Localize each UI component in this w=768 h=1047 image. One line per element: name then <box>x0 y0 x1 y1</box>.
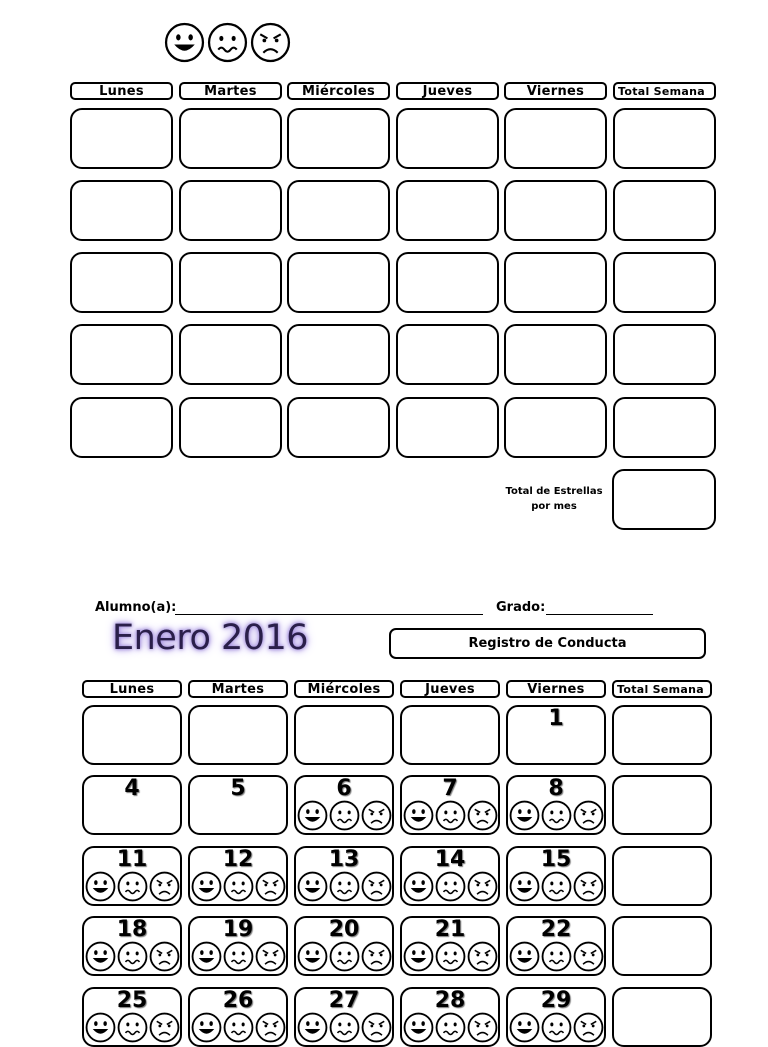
day-number: 25 <box>116 988 148 1013</box>
day-number: 12 <box>222 847 254 872</box>
day-box[interactable] <box>504 108 607 169</box>
behavior-faces <box>296 800 392 831</box>
angry-face-icon[interactable] <box>255 871 286 902</box>
calendar-day-cell[interactable] <box>188 916 288 976</box>
happy-face-icon[interactable] <box>191 1012 222 1043</box>
happy-face-icon[interactable] <box>85 941 116 972</box>
bottom-header-5: Viernes <box>506 680 606 698</box>
happy-face-icon[interactable] <box>297 1012 328 1043</box>
meh-face-icon[interactable] <box>117 871 148 902</box>
day-box[interactable] <box>70 397 173 458</box>
day-box[interactable] <box>179 180 282 241</box>
student-name-field[interactable] <box>175 614 483 615</box>
day-box[interactable] <box>504 324 607 385</box>
behavior-faces <box>84 1012 180 1043</box>
day-box[interactable] <box>396 108 499 169</box>
day-box[interactable] <box>70 324 173 385</box>
happy-face-icon[interactable] <box>509 871 540 902</box>
meh-face-icon[interactable] <box>117 1012 148 1043</box>
day-box[interactable] <box>396 397 499 458</box>
happy-face-icon[interactable] <box>509 800 540 831</box>
week-total-box[interactable] <box>613 108 716 169</box>
day-box[interactable] <box>179 108 282 169</box>
day-box[interactable] <box>179 324 282 385</box>
day-number: 5 <box>230 776 246 801</box>
meh-face-icon[interactable] <box>223 941 254 972</box>
happy-face-icon[interactable] <box>403 871 434 902</box>
calendar-day-cell[interactable] <box>294 775 394 835</box>
angry-face-icon[interactable] <box>361 941 392 972</box>
calendar-day-cell[interactable] <box>400 775 500 835</box>
calendar-day-cell[interactable] <box>400 987 500 1047</box>
week-total-box[interactable] <box>612 916 712 976</box>
day-box[interactable] <box>287 397 390 458</box>
angry-face-icon[interactable] <box>573 941 604 972</box>
calendar-day-cell[interactable] <box>506 775 606 835</box>
day-box[interactable] <box>504 397 607 458</box>
day-number: 13 <box>328 847 360 872</box>
calendar-day-cell[interactable] <box>82 775 182 835</box>
behavior-faces <box>402 941 498 972</box>
bottom-header-1: Lunes <box>82 680 182 698</box>
day-box[interactable] <box>504 180 607 241</box>
happy-face-icon[interactable] <box>403 800 434 831</box>
behavior-faces <box>402 800 498 831</box>
stars-total-box[interactable] <box>612 469 716 530</box>
day-box[interactable] <box>396 324 499 385</box>
meh-face-icon[interactable] <box>541 800 572 831</box>
calendar-day-cell[interactable] <box>82 846 182 906</box>
angry-face-icon[interactable] <box>361 871 392 902</box>
week-total-box[interactable] <box>613 324 716 385</box>
student-label: Alumno(a): <box>95 600 177 615</box>
meh-face-icon[interactable] <box>435 1012 466 1043</box>
week-total-box[interactable] <box>612 987 712 1047</box>
day-number: 29 <box>540 988 572 1013</box>
top-header-3: Miércoles <box>287 82 390 100</box>
behavior-faces <box>296 941 392 972</box>
meh-face-icon[interactable] <box>329 941 360 972</box>
behavior-faces <box>508 800 604 831</box>
angry-face-icon[interactable] <box>467 800 498 831</box>
face-legend <box>164 22 291 63</box>
calendar-day-cell[interactable] <box>400 705 500 765</box>
day-number: 21 <box>434 917 466 942</box>
week-total-box[interactable] <box>613 252 716 313</box>
meh-face-icon[interactable] <box>541 871 572 902</box>
happy-face-icon[interactable] <box>85 871 116 902</box>
meh-face-icon[interactable] <box>435 941 466 972</box>
angry-face-icon[interactable] <box>361 800 392 831</box>
happy-face-icon[interactable] <box>191 871 222 902</box>
happy-face-icon[interactable] <box>509 1012 540 1043</box>
day-number: 4 <box>124 776 140 801</box>
bottom-header-3: Miércoles <box>294 680 394 698</box>
angry-face-icon[interactable] <box>573 800 604 831</box>
day-number: 1 <box>548 706 564 731</box>
top-header-2: Martes <box>179 82 282 100</box>
meh-face-icon[interactable] <box>329 1012 360 1043</box>
happy-face-icon[interactable] <box>509 941 540 972</box>
day-number: 6 <box>336 776 352 801</box>
day-box[interactable] <box>504 252 607 313</box>
week-total-box[interactable] <box>612 775 712 835</box>
angry-face-icon[interactable] <box>467 941 498 972</box>
happy-face-icon <box>164 22 205 63</box>
angry-face-icon[interactable] <box>573 1012 604 1043</box>
top-header-5: Viernes <box>504 82 607 100</box>
happy-face-icon[interactable] <box>191 941 222 972</box>
meh-face-icon[interactable] <box>435 800 466 831</box>
day-box[interactable] <box>287 108 390 169</box>
happy-face-icon[interactable] <box>297 871 328 902</box>
happy-face-icon[interactable] <box>297 800 328 831</box>
calendar-day-cell[interactable] <box>188 846 288 906</box>
meh-face-icon[interactable] <box>329 800 360 831</box>
day-box[interactable] <box>396 252 499 313</box>
behavior-faces <box>508 1012 604 1043</box>
top-header-4: Jueves <box>396 82 499 100</box>
calendar-day-cell[interactable] <box>506 846 606 906</box>
week-total-box[interactable] <box>612 705 712 765</box>
angry-face-icon[interactable] <box>467 1012 498 1043</box>
meh-face-icon[interactable] <box>435 871 466 902</box>
day-box[interactable] <box>287 324 390 385</box>
month-title: Enero 2016 <box>112 618 309 658</box>
meh-face-icon[interactable] <box>329 871 360 902</box>
grade-field[interactable] <box>546 614 653 615</box>
behavior-faces <box>190 871 286 902</box>
day-number: 22 <box>540 917 572 942</box>
day-number: 19 <box>222 917 254 942</box>
calendar-day-cell[interactable] <box>294 987 394 1047</box>
calendar-day-cell[interactable] <box>506 916 606 976</box>
stars-total-label: Total de Estrellas por mes <box>505 486 603 512</box>
angry-face-icon[interactable] <box>149 1012 180 1043</box>
calendar-day-cell[interactable] <box>400 916 500 976</box>
calendar-day-cell[interactable] <box>188 775 288 835</box>
calendar-day-cell[interactable] <box>188 705 288 765</box>
week-total-box[interactable] <box>613 397 716 458</box>
week-total-box[interactable] <box>613 180 716 241</box>
behavior-faces <box>190 1012 286 1043</box>
behavior-faces <box>190 941 286 972</box>
happy-face-icon[interactable] <box>85 1012 116 1043</box>
angry-face-icon[interactable] <box>467 871 498 902</box>
behavior-faces <box>508 941 604 972</box>
grade-label: Grado: <box>496 600 546 615</box>
calendar-day-cell[interactable] <box>400 846 500 906</box>
behavior-faces <box>402 871 498 902</box>
meh-face-icon <box>207 22 248 63</box>
day-box[interactable] <box>179 397 282 458</box>
behavior-faces <box>296 871 392 902</box>
behavior-faces <box>84 941 180 972</box>
conduct-title: Registro de Conducta <box>389 628 706 659</box>
meh-face-icon[interactable] <box>541 1012 572 1043</box>
behavior-faces <box>508 871 604 902</box>
happy-face-icon[interactable] <box>403 941 434 972</box>
day-number: 26 <box>222 988 254 1013</box>
behavior-faces <box>402 1012 498 1043</box>
calendar-day-cell[interactable] <box>294 846 394 906</box>
top-header-6: Total Semana <box>613 82 716 100</box>
day-box[interactable] <box>179 252 282 313</box>
calendar-day-cell[interactable] <box>82 987 182 1047</box>
meh-face-icon[interactable] <box>541 941 572 972</box>
calendar-day-cell[interactable] <box>506 705 606 765</box>
meh-face-icon[interactable] <box>223 1012 254 1043</box>
angry-face-icon[interactable] <box>149 941 180 972</box>
happy-face-icon[interactable] <box>403 1012 434 1043</box>
angry-face-icon[interactable] <box>361 1012 392 1043</box>
meh-face-icon[interactable] <box>117 941 148 972</box>
calendar-day-cell[interactable] <box>188 987 288 1047</box>
day-number: 27 <box>328 988 360 1013</box>
day-number: 15 <box>540 847 572 872</box>
day-number: 11 <box>116 847 148 872</box>
day-number: 18 <box>116 917 148 942</box>
angry-face-icon <box>250 22 291 63</box>
calendar-day-cell[interactable] <box>294 705 394 765</box>
behavior-faces <box>296 1012 392 1043</box>
day-box[interactable] <box>396 180 499 241</box>
meh-face-icon[interactable] <box>223 871 254 902</box>
week-total-box[interactable] <box>612 846 712 906</box>
day-number: 20 <box>328 917 360 942</box>
calendar-day-cell[interactable] <box>506 987 606 1047</box>
bottom-header-6: Total Semana <box>612 680 712 698</box>
bottom-header-4: Jueves <box>400 680 500 698</box>
day-box[interactable] <box>70 252 173 313</box>
day-box[interactable] <box>287 180 390 241</box>
angry-face-icon[interactable] <box>255 1012 286 1043</box>
day-number: 28 <box>434 988 466 1013</box>
day-number: 7 <box>442 776 458 801</box>
day-number: 14 <box>434 847 466 872</box>
bottom-header-2: Martes <box>188 680 288 698</box>
behavior-faces <box>84 871 180 902</box>
calendar-day-cell[interactable] <box>294 916 394 976</box>
calendar-day-cell[interactable] <box>82 705 182 765</box>
angry-face-icon[interactable] <box>573 871 604 902</box>
angry-face-icon[interactable] <box>255 941 286 972</box>
angry-face-icon[interactable] <box>149 871 180 902</box>
happy-face-icon[interactable] <box>297 941 328 972</box>
day-box[interactable] <box>70 108 173 169</box>
top-header-1: Lunes <box>70 82 173 100</box>
day-box[interactable] <box>70 180 173 241</box>
calendar-day-cell[interactable] <box>82 916 182 976</box>
day-box[interactable] <box>287 252 390 313</box>
day-number: 8 <box>548 776 564 801</box>
